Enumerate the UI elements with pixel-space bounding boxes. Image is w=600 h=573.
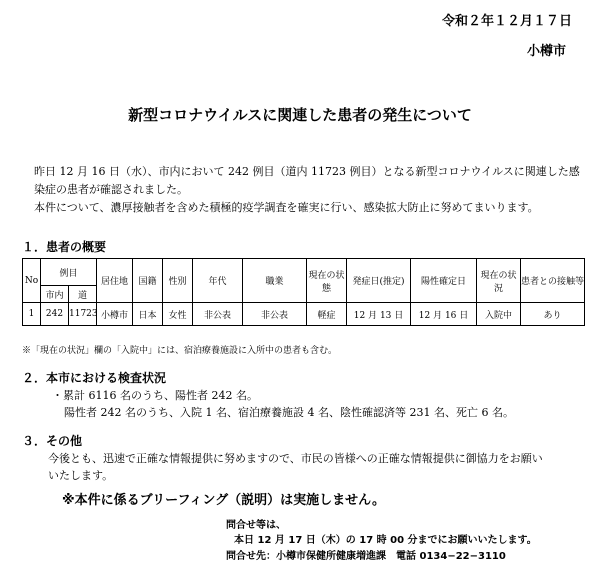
cell-age: 非公表 (193, 303, 243, 326)
testing-total: ・累計 6116 名のうち、陽性者 242 名。 (52, 389, 258, 402)
cell-onset: 12 月 13 日 (347, 303, 411, 326)
contact-line-1: 問合せ等は、 (226, 520, 286, 531)
cell-contact: あり (521, 303, 585, 326)
col-header-nationality: 国籍 (133, 259, 163, 303)
cell-occupation: 非公表 (243, 303, 307, 326)
other-text: 今後とも、迅速で正確な情報提供に努めますので、市民の皆様への正確な情報提供に御協力をお願いいたします。 (48, 452, 543, 482)
col-header-city-case: 市内 (41, 286, 69, 303)
cell-city-case: 242 (41, 303, 69, 326)
testing-breakdown: 陽性者 242 名のうち、入院 1 名、宿泊療養施設 4 名、陰性確認済等 231 名、死亡 6 名。 (64, 406, 514, 419)
intro-paragraph-2: 本件について、濃厚接触者を含めた積極的疫学調査を確実に行い、感染拡大防止に努めてまいります。 (34, 201, 539, 214)
briefing-notice: ※本件に係るブリーフィング（説明）は実施しません。 (62, 493, 385, 508)
cell-hokkaido-case: 11723 (69, 303, 97, 326)
contact-deadline: 本日 12 月 17 日（木）の 17 時 00 分までにお願いいたします。 (234, 535, 537, 546)
table-note: ※「現在の状況」欄の「入院中」には、宿泊療養施設に入所中の患者も含む。 (22, 346, 338, 356)
document-date: 令和２年１２月１７日 (441, 14, 572, 29)
cell-nationality: 日本 (133, 303, 163, 326)
col-header-occupation: 職業 (243, 259, 307, 303)
table-row (23, 303, 585, 326)
col-header-hokkaido-case: 道 (69, 286, 97, 303)
col-header-positive-date: 陽性確定日 (411, 259, 477, 303)
section-1-heading: １．患者の概要 (22, 240, 107, 254)
col-header-residence: 居住地 (97, 259, 133, 303)
col-header-condition: 現在の状態 (307, 259, 347, 303)
contact-info: 問合せ先：小樽市保健所健康増進課 電話 0134−22−3110 (226, 551, 506, 562)
cell-positive: 12 月 16 日 (411, 303, 477, 326)
col-header-contact: 患者との接触等 (521, 259, 585, 303)
intro-paragraph-1: 昨日 12 月 16 日（水）、市内において 242 例目（道内 11723 例目）となる新型コロナウイルスに関連した感染症の患者が確認されました。 (34, 165, 580, 196)
col-header-onset-date: 発症日(推定) (347, 259, 411, 303)
patient-summary-table (22, 258, 585, 326)
section-3-heading: ３．その他 (22, 434, 83, 448)
col-header-status: 現在の状況 (477, 259, 521, 303)
col-header-case-number: 例目 (41, 259, 97, 286)
page-title: 新型コロナウイルスに関連した患者の発生について (128, 106, 472, 124)
cell-condition: 軽症 (307, 303, 347, 326)
cell-residence: 小樽市 (97, 303, 133, 326)
col-header-sex: 性別 (163, 259, 193, 303)
issuer-city: 小樽市 (526, 44, 566, 59)
cell-no: 1 (23, 303, 41, 326)
intro-text (20, 163, 580, 217)
col-header-no: No (23, 259, 41, 303)
cell-sex: 女性 (163, 303, 193, 326)
cell-status: 入院中 (477, 303, 521, 326)
section-2-heading: ２．本市における検査状況 (22, 371, 167, 385)
col-header-age: 年代 (193, 259, 243, 303)
